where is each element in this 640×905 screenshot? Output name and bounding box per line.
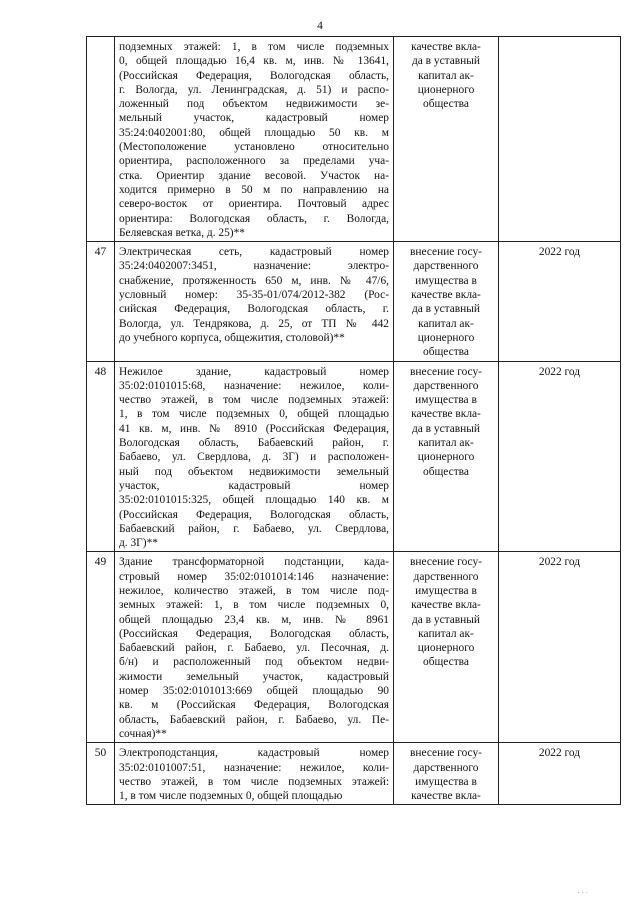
description-line: 1, в том числе подземных 0, общей площадью (119, 408, 389, 421)
description-line: (Местоположение установлено относительно (119, 141, 389, 154)
description-line: Электрическая сеть, кадастровый номер (119, 246, 389, 259)
property-description (115, 552, 394, 743)
method-line: капитал ак- (418, 69, 474, 82)
method-line: качестве вкла- (411, 599, 481, 612)
description-line: земных этажей: 1, в том числе подземных 0, (119, 599, 389, 612)
description-line: (Российская Федерация, Вологодская область, (119, 69, 389, 82)
description-line: Электроподстанция, кадастровый номер (119, 747, 389, 760)
method-line: имущества в (415, 584, 477, 597)
row-number: 50 (87, 743, 115, 805)
row-number (87, 37, 115, 242)
table-row (87, 552, 621, 743)
description-line: чество этажей, в том числе подземных этажей: (119, 394, 389, 407)
description-line: Вологда, ул. Тендрякова, д. 25, от ТП № 442 (119, 317, 389, 330)
description-line: кв. м (Российская Федерация, Вологодская (119, 699, 389, 712)
page-number: 4 (317, 20, 323, 32)
description-line: д. 3Г)** (119, 537, 158, 550)
description-line: 35:02:0101015:325, общей площадью 140 кв. м (119, 494, 389, 507)
property-table-body (87, 37, 621, 805)
privatization-method (394, 37, 499, 242)
method-line: дарственного (413, 761, 479, 774)
method-line: дарственного (413, 570, 479, 583)
row-number: 47 (87, 242, 115, 361)
description-line: 35:02:0101007:51, назначение: нежилое, коли- (119, 761, 389, 774)
method-line: внесение госу- (410, 365, 482, 378)
method-line: да в уставный (411, 613, 481, 626)
property-description (115, 743, 394, 805)
method-line: дарственного (413, 260, 479, 273)
description-line: участок, кадастровый номер (119, 479, 389, 492)
table-row (87, 37, 621, 242)
description-line: до учебного корпуса, общежития, столовой)** (119, 331, 345, 344)
method-line: внесение госу- (410, 747, 482, 760)
description-line: сочная)** (119, 727, 167, 740)
description-line: северо-восток от ориентира. Почтовый адрес (119, 198, 389, 211)
description-line: стровый номер 35:02:0101014:146 назначение: (119, 570, 389, 583)
description-line: чество этажей, в том числе подземных этажей: (119, 775, 389, 788)
row-number: 48 (87, 361, 115, 552)
description-line: 1, в том числе подземных 0, общей площадью (119, 790, 343, 803)
method-line: общества (423, 465, 469, 478)
property-description (115, 242, 394, 361)
property-description (115, 37, 394, 242)
method-line: да в уставный (411, 422, 481, 435)
description-line: мельный участок, кадастровый номер (119, 112, 389, 125)
description-line: г. Вологда, ул. Ленинградская, д. 51) и распо- (119, 83, 389, 96)
description-line: ложенный под объектом недвижимости зе- (119, 98, 389, 111)
privatization-year: 2022 год (499, 552, 621, 743)
property-table (86, 36, 621, 805)
table-row (87, 743, 621, 805)
scan-mark: · · · (577, 889, 588, 897)
method-line: имущества в (415, 775, 477, 788)
description-line: условный номер: 35-35-01/074/2012-382 (Рос- (119, 289, 389, 302)
method-line: капитал ак- (418, 437, 474, 450)
description-line: (Российская Федерация, Вологодская область, (119, 627, 389, 640)
description-line: 35:24:0402001:80, общей площадью 50 кв. м (119, 126, 389, 139)
method-line: качестве вкла- (411, 408, 481, 421)
description-line: 35:02:0101015:68, назначение: нежилое, коли- (119, 379, 389, 392)
method-line: да в уставный (411, 55, 481, 68)
method-line: качестве вкла- (411, 289, 481, 302)
method-line: ционерного (417, 83, 475, 96)
description-line: подземных этажей: 1, в том числе подземных (119, 41, 389, 53)
method-line: имущества в (415, 274, 477, 287)
method-line: общества (423, 656, 469, 669)
description-line: Вологодская область, Бабаевский район, г. (119, 437, 389, 450)
privatization-year: 2022 год (499, 242, 621, 361)
description-line: сийская Федерация, Вологодская область, г. (119, 303, 389, 316)
description-line: ный под объектом недвижимости земельный (119, 465, 389, 478)
description-line: б/н) и расположенный под объектом недви- (119, 656, 389, 669)
method-line: внесение госу- (410, 246, 482, 259)
privatization-method (394, 361, 499, 552)
method-line: имущества в (415, 394, 477, 407)
method-line: качестве вкла- (411, 790, 481, 803)
method-line: ционерного (417, 331, 475, 344)
table-row (87, 361, 621, 552)
description-line: нежилое, количество этажей, в том числе под- (119, 584, 389, 597)
description-line: 35:24:0402007:3451, назначение: электро- (119, 260, 389, 273)
description-line: (Российская Федерация, Вологодская область, (119, 508, 389, 521)
privatization-year: 2022 год (499, 361, 621, 552)
method-line: ционерного (417, 451, 475, 464)
method-line: качестве вкла- (411, 41, 481, 53)
method-line: капитал ак- (418, 317, 474, 330)
description-line: Бабаево, ул. Свердлова, д. 3Г) и расположен- (119, 451, 389, 464)
table-row (87, 242, 621, 361)
method-line: внесение госу- (410, 556, 482, 569)
description-line: Нежилое здание, кадастровый номер (119, 365, 389, 378)
method-line: дарственного (413, 379, 479, 392)
description-line: Бабаевский район, г. Бабаево, ул. Свердлова, (119, 522, 389, 535)
description-line: 41 кв. м, инв. № 8910 (Российская Федерация, (119, 422, 389, 435)
privatization-year: 2022 год (499, 743, 621, 805)
privatization-year (499, 37, 621, 242)
method-line: капитал ак- (418, 627, 474, 640)
method-line: общества (423, 98, 469, 111)
description-line: номер 35:02:0101013:669 общей площадью 90 (119, 685, 389, 698)
description-line: стка. Ориентир здание весовой. Участок на- (119, 169, 389, 182)
privatization-method (394, 743, 499, 805)
property-description (115, 361, 394, 552)
description-line: Здание трансформаторной подстанции, када- (119, 556, 389, 569)
method-line: общества (423, 346, 469, 359)
description-line: Бабаевский район, г. Бабаево, ул. Песочная, д. (119, 642, 389, 655)
method-line: да в уставный (411, 303, 481, 316)
privatization-method (394, 552, 499, 743)
description-line: область, Бабаевский район, г. Бабаево, ул. Пе- (119, 713, 389, 726)
description-line: 0, общей площадью 16,4 кв. м, инв. № 13641, (119, 55, 389, 68)
description-line: ориентира: Вологодская область, г. Вологда, (119, 212, 389, 225)
privatization-method (394, 242, 499, 361)
description-line: снабжение, протяженность 650 м, инв. № 47/6, (119, 274, 389, 287)
description-line: ориентира, расположенного за пределами уча- (119, 155, 389, 168)
description-line: общей площадью 23,4 кв. м, инв. № 8961 (119, 613, 389, 626)
description-line: жимости земельный участок, кадастровый (119, 670, 389, 683)
method-line: ционерного (417, 642, 475, 655)
row-number: 49 (87, 552, 115, 743)
description-line: ходится примерно в 50 м по направлению на (119, 183, 389, 196)
description-line: Беляевская ветка, д. 25)** (119, 226, 245, 239)
